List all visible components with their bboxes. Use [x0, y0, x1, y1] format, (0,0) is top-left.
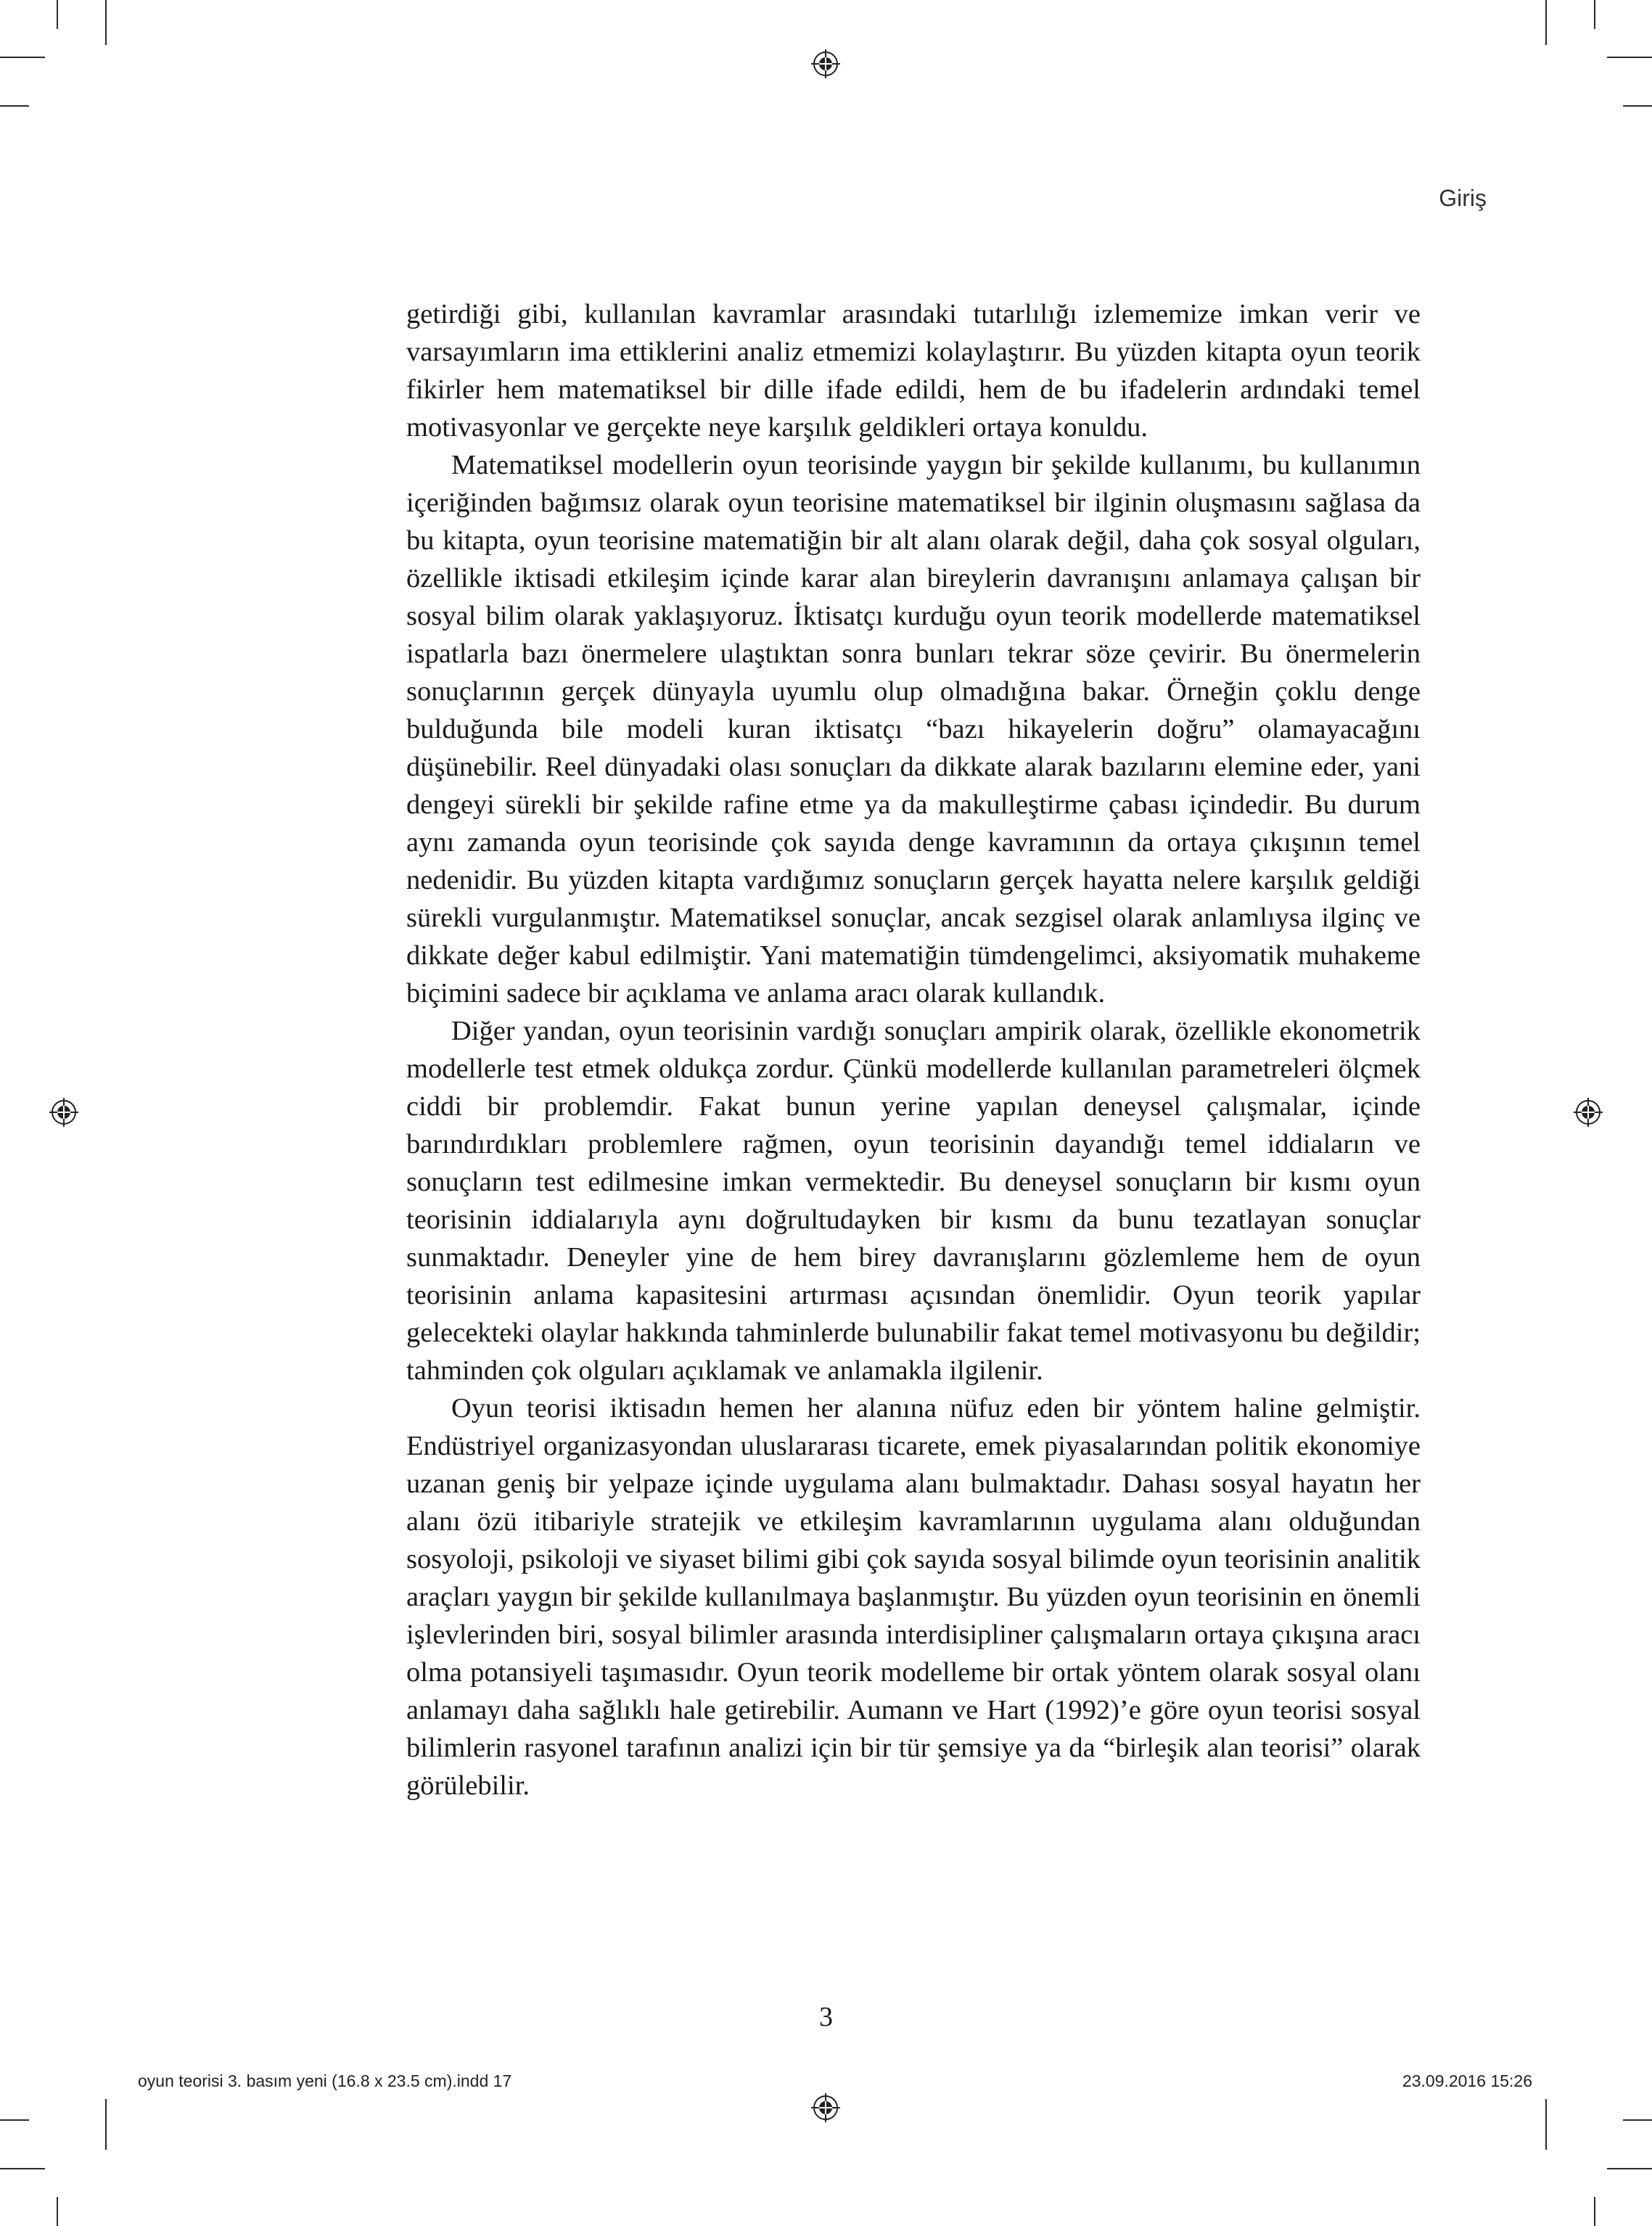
- crop-mark: [105, 0, 107, 45]
- crop-mark: [1594, 0, 1595, 29]
- crop-mark: [1623, 2119, 1652, 2121]
- crop-mark: [105, 2099, 107, 2150]
- paragraph: Oyun teorisi iktisadın hemen her alanına nüfuz eden bir yöntem haline gelmiştir. Endüstriyel organizasyondan uluslararası ticarete, emek piyasalarından politik ekonomiye uzanan geniş bir yelpaze içinde uygulama alanı bulmaktadır. Dahası sosyal hayatın her alanı özü itibariyle stratejik ve etkileşim kavramlarının uygulama alanı olduğundan sosyoloji, psikoloji ve siyaset bilimi gibi çok sayıda sosyal bilimde oyun teorisinin analitik araçları yaygın bir şekilde kullanılmaya başlanmıştır. Bu yüzden oyun teorisinin en önemli işlevlerinden biri, sosyal bilimler arasında interdisipliner çalışmaların ortaya çıkışına aracı olma potansiyeli taşımasıdır. Oyun teorik modelleme bir ortak yöntem olarak sosyal olanı anlamayı daha sağlıklı hale getirebilir. Aumann ve Hart (1992)’e göre oyun teorisi sosyal bilimlerin rasyonel tarafının analizi için bir tür şemsiye ya da “birleşik alan teorisi” olarak görülebilir.: [406, 1393, 1421, 1801]
- page-number: 3: [819, 2002, 833, 2032]
- crop-mark: [0, 2119, 29, 2121]
- crop-mark: [1545, 0, 1547, 45]
- paragraph: getirdiği gibi, kullanılan kavramlar arasındaki tutarlılığı izlememize imkan verir ve varsayımların ima ettiklerini analiz etmemizi kolaylaştırır. Bu yüzden kitapta oyun teorik fikirler hem matematiksel bir dille ifade edildi, hem de bu ifadelerin ardındaki temel motivasyonlar ve gerçekte neye karşılık geldikleri ortaya konuldu.: [406, 299, 1421, 443]
- paragraph: Matematiksel modellerin oyun teorisinde yaygın bir şekilde kullanımı, bu kullanımın içeriğinden bağımsız olarak oyun teorisine matematiksel bir ilginin oluşmasını sağlasa da bu kitapta, oyun teorisine matematiğin bir alt alanı olarak değil, daha çok sosyal olguları, özellikle iktisadi etkileşim içinde karar alan bireylerin davranışını anlamaya çalışan bir sosyal bilim olarak yaklaşıyoruz. İktisatçı kurduğu oyun teorik modellerde matematiksel ispatlarla bazı önermelere ulaştıktan sonra bunları tekrar söze çevirir. Bu önermelerin sonuçlarının gerçek dünyayla uyumlu olup olmadığına bakar. Örneğin çoklu denge bulduğunda bile modeli kuran iktisatçı “bazı hikayelerin doğru” olamayacağını düşünebilir. Reel dünyadaki olası sonuçları da dikkate alarak bazılarını elemine eder, yani dengeyi sürekli bir şekilde rafine etme ya da makulleştirme çabası içindedir. Bu durum aynı zamanda oyun teorisinde çok sayıda denge kavramının da ortaya çıkışının temel nedenidir. Bu yüzden kitapta vardığımız sonuçların gerçek hayatta nelere karşılık geldiği sürekli vurgulanmıştır. Matematiksel sonuçlar, ancak sezgisel olarak anlamlıysa ilginç ve dikkate değer kabul edilmiştir. Yani matematiğin tümdengelimci, aksiyomatik muhakeme biçimini sadece bir açıklama ve anlama aracı olarak kullandık.: [406, 450, 1421, 1009]
- crop-mark: [1594, 2197, 1595, 2226]
- crop-mark: [57, 2197, 58, 2226]
- crop-mark: [0, 57, 45, 58]
- slug-date-time: 23.09.2016 15:26: [1402, 2071, 1532, 2090]
- crop-mark: [0, 2168, 45, 2169]
- registration-mark-icon: [811, 49, 840, 78]
- crop-mark: [1623, 105, 1652, 107]
- slug-file-info: oyun teorisi 3. basım yeni (16.8 x 23.5 cm).indd 17: [138, 2071, 512, 2090]
- registration-mark-icon: [49, 1098, 78, 1127]
- crop-mark: [0, 105, 29, 107]
- crop-mark: [57, 0, 58, 29]
- running-head: Giriş: [1439, 185, 1487, 211]
- crop-mark: [1607, 57, 1652, 58]
- paragraph: Diğer yandan, oyun teorisinin vardığı sonuçları ampirik olarak, özellikle ekonometrik modellerle test etmek oldukça zordur. Çünkü modellerde kullanılan parametreleri ölçmek ciddi bir problemdir. Fakat bunun yerine yapılan deneysel çalışmalar, içinde barındırdıkları problemlere rağmen, oyun teorisinin dayandığı temel iddiaların ve sonuçların test edilmesine imkan vermektedir. Bu deneysel sonuçların bir kısmı oyun teorisinin iddialarıyla aynı doğrultudayken bir kısmı da bunu tezatlayan sonuçlar sunmaktadır. Deneyler yine de hem birey davranışlarını gözlemleme hem de oyun teorisinin anlama kapasitesini artırması açısından önemlidir. Oyun teorik yapılar gelecekteki olaylar hakkında tahminlerde bulunabilir fakat temel motivasyonu bu değildir; tahminden çok olguları açıklamak ve anlamakla ilgilenir.: [406, 1016, 1421, 1386]
- crop-mark: [1545, 2099, 1547, 2150]
- body-text: [406, 295, 1421, 1804]
- registration-mark-icon: [1574, 1098, 1603, 1127]
- registration-mark-icon: [811, 2093, 840, 2122]
- crop-mark: [1607, 2168, 1652, 2169]
